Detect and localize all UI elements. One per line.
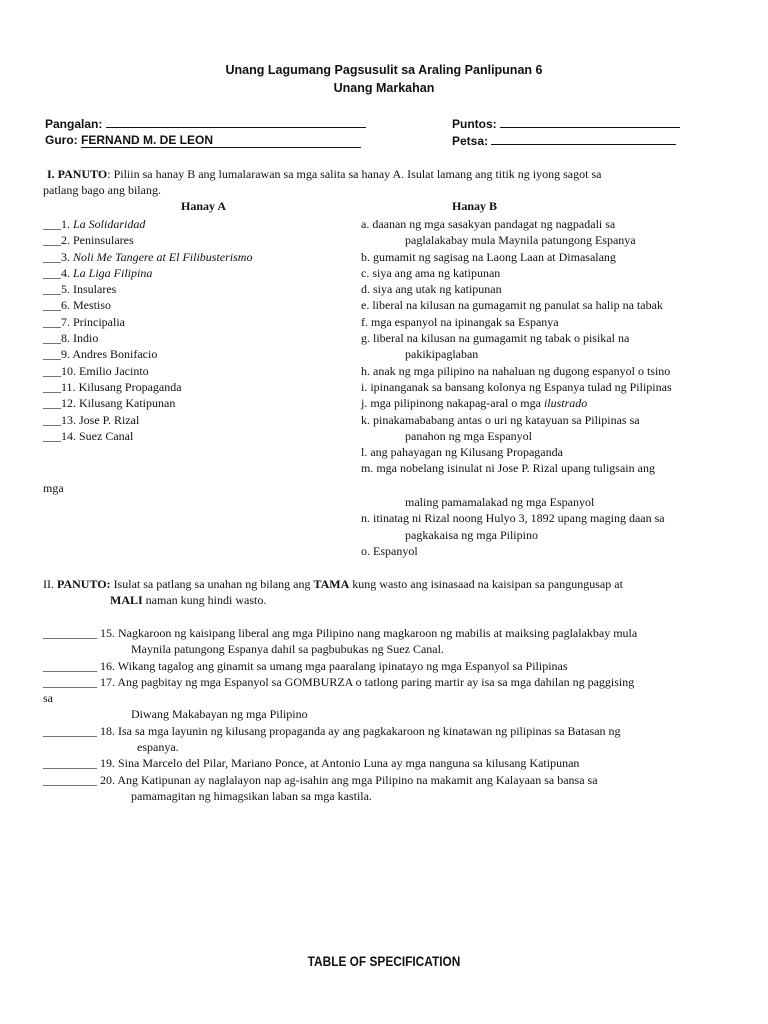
column-a-title: Hanay A bbox=[181, 199, 227, 213]
list-item: _________ 18. Isa sa mga layunin ng kilusang propaganda ay ang pagkakaroon ng kinatawan ng pilipinas sa Batasan ng bbox=[43, 723, 621, 738]
score-label: Puntos: bbox=[452, 117, 497, 131]
list-item-continuation: pakikipaglaban bbox=[405, 347, 479, 362]
list-item: ___13. Jose P. Rizal bbox=[43, 412, 140, 427]
answer-blank: ___ bbox=[43, 428, 61, 443]
part2-items bbox=[43, 625, 637, 804]
list-item: _________ 20. Ang Katipunan ay naglalayon nap ag-isahin ang mga Pilipino na makamit ang Kalayaan sa bansa sa bbox=[43, 772, 598, 787]
answer-blank: ___ bbox=[43, 265, 61, 280]
list-item: ___14. Suez Canal bbox=[43, 428, 134, 443]
column-a-list bbox=[43, 216, 252, 444]
teacher-label: Guro: bbox=[45, 133, 78, 147]
list-item-continuation: maling pamamalakad ng mga Espanyol bbox=[405, 495, 595, 509]
list-item: d. siya ang utak ng katipunan bbox=[361, 282, 502, 297]
part2-heading: PANUTO: bbox=[57, 577, 111, 591]
part1-numeral: I. bbox=[47, 167, 55, 181]
table-of-specification-heading: TABLE OF SPECIFICATION bbox=[307, 954, 461, 969]
list-item: f. mga espanyol na ipinangak sa Espanya bbox=[361, 314, 559, 329]
answer-blank: ___ bbox=[43, 249, 61, 264]
list-item-wrap-word: sa bbox=[43, 691, 53, 706]
date-field bbox=[452, 133, 676, 148]
answer-blank: ___ bbox=[43, 233, 61, 248]
teacher-blank bbox=[81, 133, 361, 148]
list-item: _________ 15. Nagkaroon ng kaisipang liberal ang mga Pilipino nang magkaroon ng mabilis at maiksing paglalakbay mula bbox=[43, 626, 638, 640]
list-item: i. ipinanganak sa bansang kolonya ng Espanya tulad ng Pilipinas bbox=[361, 379, 672, 394]
list-item: n. itinatag ni Rizal noong Hulyo 3, 1892 upang maging daan sa bbox=[361, 511, 665, 526]
list-item: a. daanan ng mga sasakyan pandagat ng nagpadali sa bbox=[361, 217, 616, 231]
name-label: Pangalan: bbox=[45, 117, 103, 131]
list-item: ___11. Kilusang Propaganda bbox=[43, 379, 182, 394]
list-item: ___1. La Solidaridad bbox=[43, 217, 146, 231]
list-item: e. liberal na kilusan na gumagamit ng panulat sa halip na tabak bbox=[361, 298, 663, 313]
answer-blank: _________ bbox=[43, 772, 97, 787]
part1-heading: PANUTO bbox=[57, 167, 108, 181]
list-item: _________ 17. Ang pagbitay ng mga Espanyol sa GOMBURZA o tatlong paring martir ay isa sa mga dahilan ng paggising bbox=[43, 674, 635, 689]
date-label: Petsa: bbox=[452, 134, 489, 148]
mali-keyword: MALI bbox=[110, 593, 143, 607]
part1-instruction-line2: patlang bago ang bilang. bbox=[43, 183, 161, 197]
list-item: ___7. Principalia bbox=[43, 314, 125, 329]
list-item-continuation: pamamagitan ng himagsikan laban sa mga kastila. bbox=[131, 788, 372, 803]
list-item: ___6. Mestiso bbox=[43, 298, 112, 313]
answer-blank: ___ bbox=[43, 363, 61, 378]
list-item: ___9. Andres Bonifacio bbox=[43, 347, 158, 362]
column-b-list-tail bbox=[361, 494, 665, 559]
list-item: ___2. Peninsulares bbox=[43, 233, 134, 248]
column-b-title: Hanay B bbox=[452, 199, 498, 213]
teacher-field bbox=[45, 133, 361, 148]
answer-blank: _________ bbox=[43, 723, 97, 738]
list-item: ___12. Kilusang Katipunan bbox=[43, 396, 176, 411]
exam-subtitle: Unang Markahan bbox=[333, 81, 435, 95]
list-item-continuation: Diwang Makabayan ng mga Pilipino bbox=[131, 707, 308, 722]
list-item: ___5. Insulares bbox=[43, 282, 117, 297]
name-field bbox=[45, 116, 366, 131]
answer-blank: ___ bbox=[43, 412, 61, 427]
list-item: ___4. La Liga Filipina bbox=[43, 265, 153, 280]
name-blank bbox=[106, 116, 366, 128]
answer-blank: ___ bbox=[43, 396, 61, 411]
list-item: l. ang pahayagan ng Kilusang Propaganda bbox=[361, 445, 563, 460]
list-item-continuation: espanya. bbox=[137, 740, 179, 755]
answer-blank: _________ bbox=[43, 674, 97, 689]
part2-instruction-line1: II. PANUTO: Isulat sa patlang sa unahan ng bilang ang TAMA kung wasto ang isinasaad na kaisipan sa pangungusap at bbox=[43, 577, 623, 591]
list-item: o. Espanyol bbox=[361, 543, 418, 558]
list-item: h. anak ng mga pilipino na nahaluan ng dugong espanyol o tsino bbox=[361, 363, 671, 378]
answer-blank: _________ bbox=[43, 756, 97, 771]
score-blank bbox=[500, 116, 680, 128]
list-item: g. liberal na kilusan na gumagamit ng tabak o pisikal na bbox=[361, 331, 630, 346]
score-field bbox=[452, 116, 680, 131]
answer-blank: _________ bbox=[43, 626, 97, 640]
part2-numeral: II. bbox=[43, 577, 54, 591]
list-item: _________ 16. Wikang tagalog ang ginamit sa umang mga paaralang ipinatayo ng mga Espanyol sa Pilipinas bbox=[43, 658, 568, 673]
list-item: m. mga nobelang isinulat ni Jose P. Rizal upang tuligsain ang bbox=[361, 461, 655, 476]
part1-instruction-line1 bbox=[47, 167, 601, 182]
tama-keyword: TAMA bbox=[313, 577, 350, 591]
list-item-wrap-word: mga bbox=[43, 481, 64, 495]
part1-instruction-text: : Piliin sa hanay B ang lumalarawan sa mga salita sa hanay A. Isulat lamang ang titik ng iyong sagot sa bbox=[107, 167, 602, 181]
list-item: ___10. Emilio Jacinto bbox=[43, 363, 149, 378]
answer-blank: ___ bbox=[43, 217, 61, 231]
answer-blank: ___ bbox=[43, 379, 61, 394]
list-item: ___8. Indio bbox=[43, 331, 99, 346]
list-item: b. gumamit ng sagisag na Laong Laan at Dimasalang bbox=[361, 249, 616, 264]
list-item: c. siya ang ama ng katipunan bbox=[361, 265, 501, 280]
ilustrado-term: ilustrado bbox=[543, 396, 588, 411]
exam-title: Unang Lagumang Pagsusulit sa Araling Panlipunan 6 bbox=[225, 63, 543, 77]
answer-blank: ___ bbox=[43, 282, 61, 297]
date-blank bbox=[491, 133, 676, 145]
part2-instruction-line2: MALI naman kung hindi wasto. bbox=[110, 593, 267, 607]
teacher-name: FERNAND M. DE LEON bbox=[81, 133, 214, 147]
list-item-continuation: panahon ng mga Espanyol bbox=[405, 428, 532, 443]
list-item: k. pinakamababang antas o uri ng katayuan sa Pilipinas sa bbox=[361, 412, 640, 427]
list-item-continuation: pagkakaisa ng mga Pilipino bbox=[405, 527, 538, 542]
answer-blank: ___ bbox=[43, 331, 61, 346]
list-item: _________ 19. Sina Marcelo del Pilar, Mariano Ponce, at Antonio Luna ay mga nanguna sa kilusang Katipunan bbox=[43, 756, 580, 771]
list-item: ___3. Noli Me Tangere at El Filibusterismo bbox=[43, 249, 253, 264]
list-item-continuation: Maynila patungong Espanya dahil sa pagbubukas ng Suez Canal. bbox=[131, 642, 444, 657]
answer-blank: ___ bbox=[43, 298, 61, 313]
answer-blank: ___ bbox=[43, 314, 61, 329]
list-item-continuation: paglalakabay mula Maynila patungong Espanya bbox=[405, 233, 636, 248]
answer-blank: _________ bbox=[43, 658, 97, 673]
list-item: j. mga pilipinong nakapag-aral o mga ilustrado bbox=[361, 396, 588, 411]
column-b-list bbox=[361, 216, 672, 477]
answer-blank: ___ bbox=[43, 347, 61, 362]
